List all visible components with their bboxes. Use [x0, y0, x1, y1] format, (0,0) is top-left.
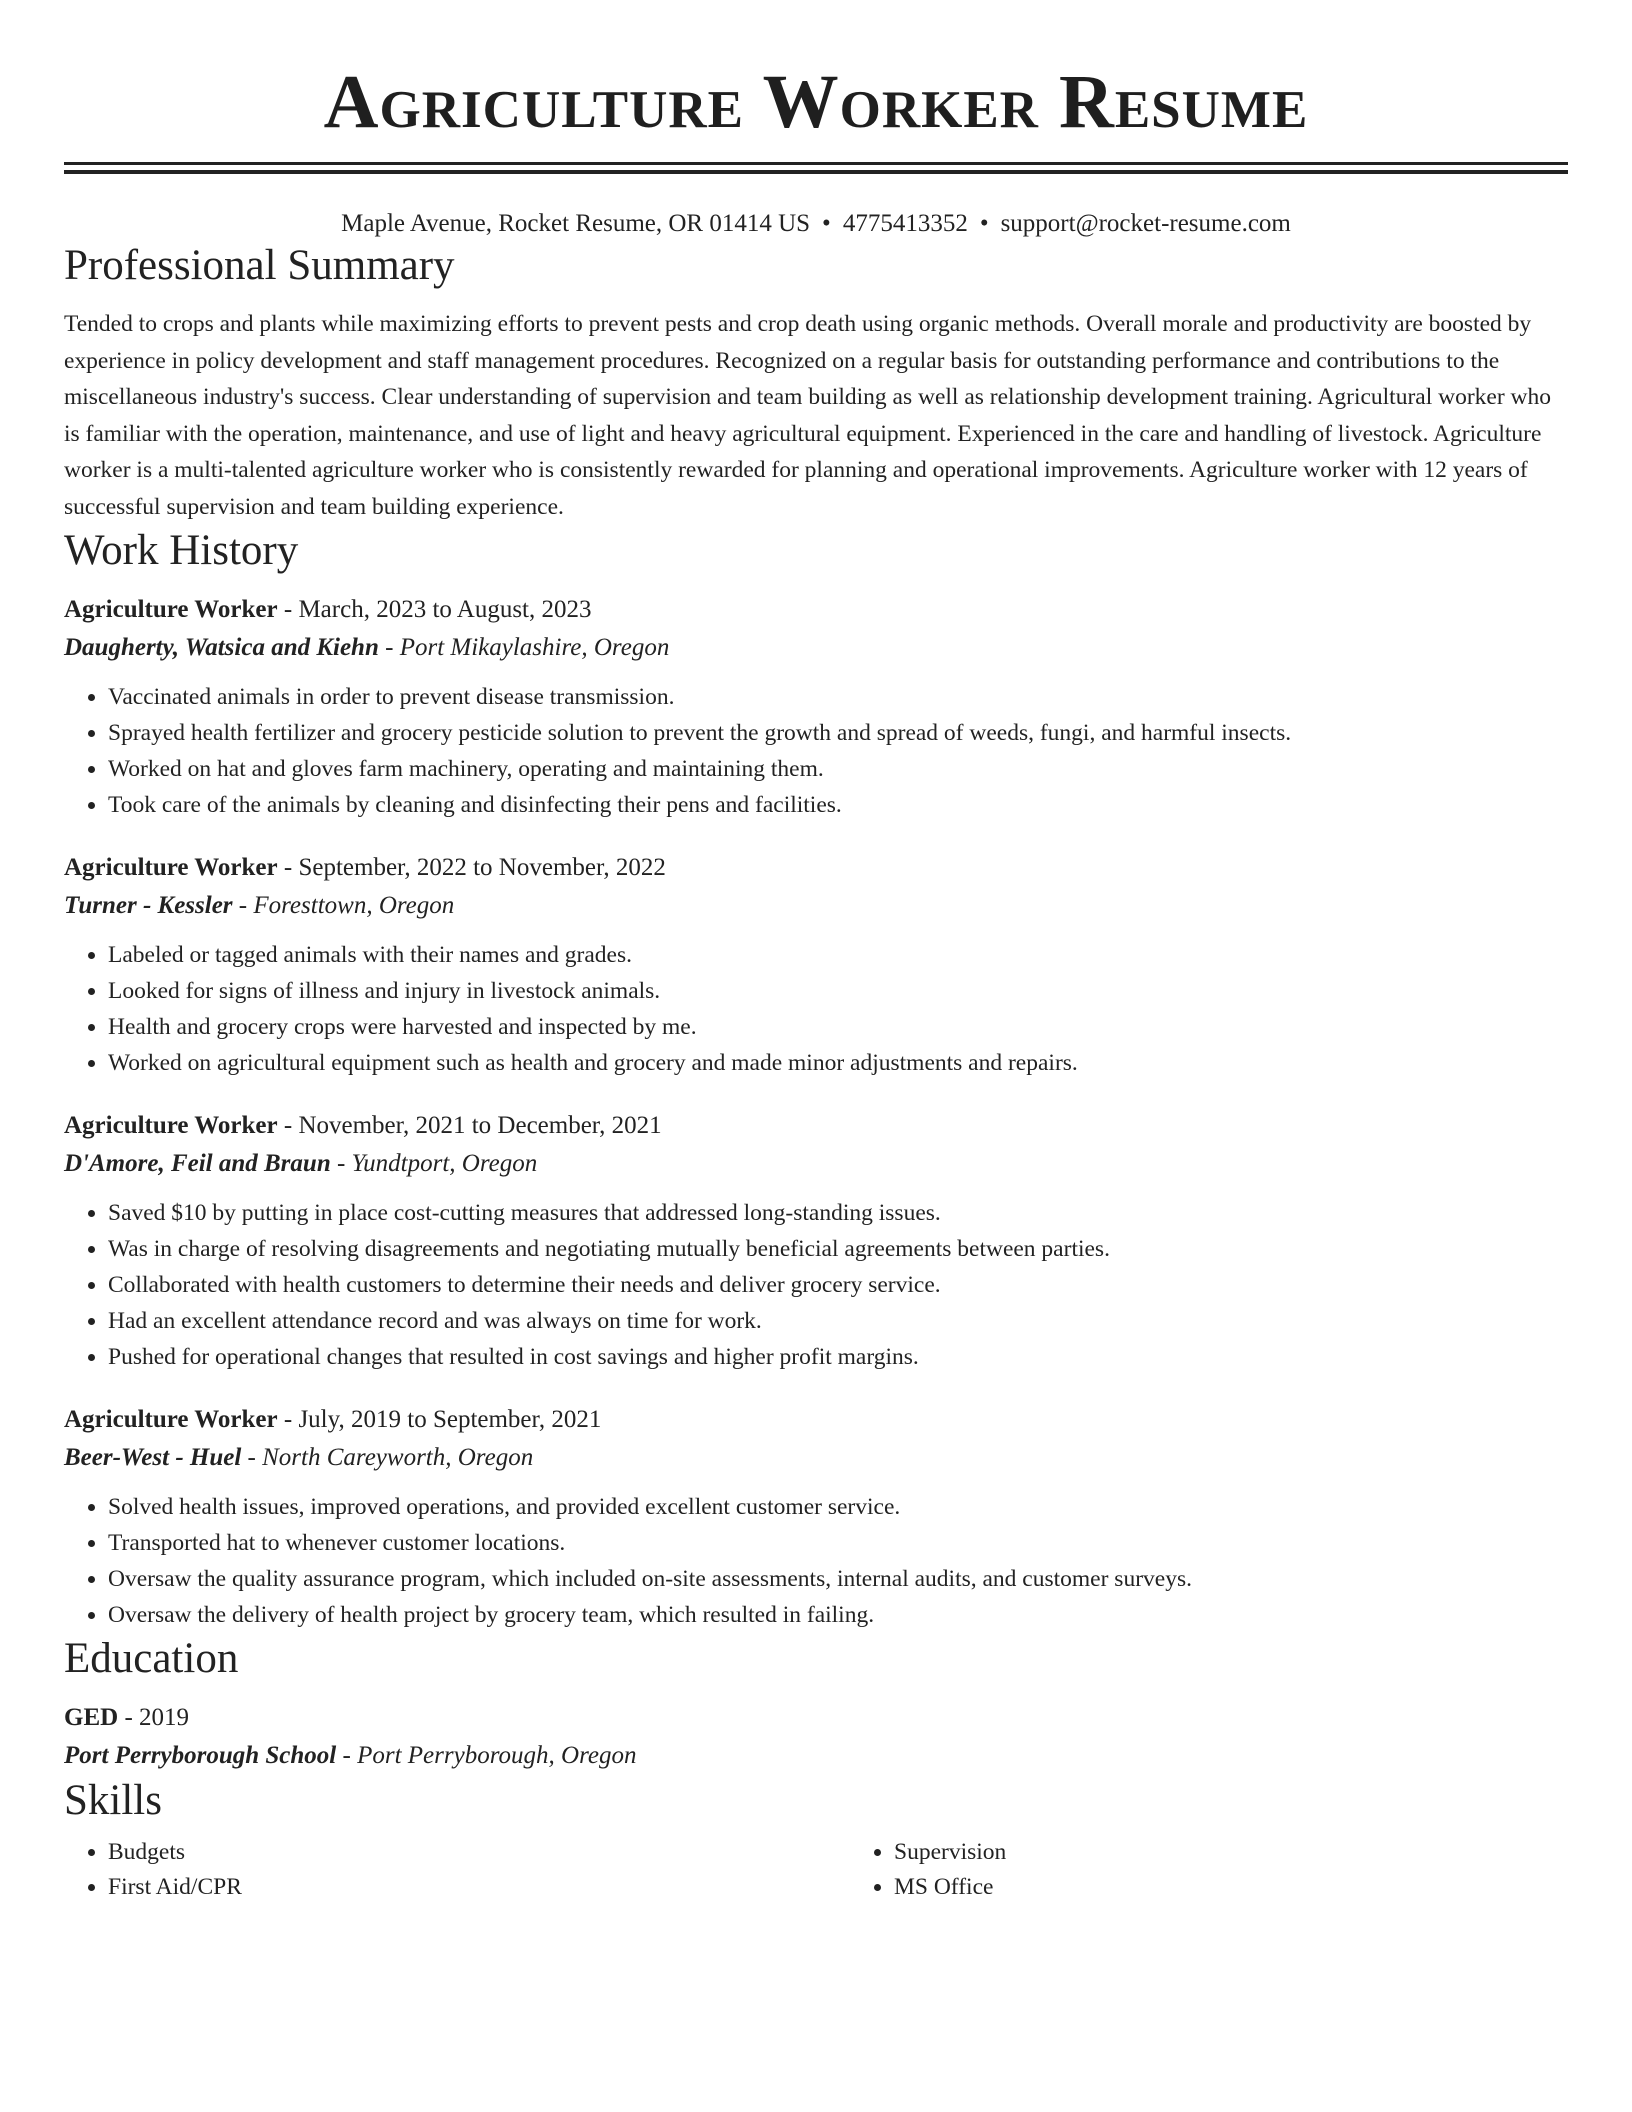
contact-separator: •: [979, 210, 989, 237]
title-double-rule: [64, 162, 1568, 174]
job-dates: - March, 2023 to August, 2023: [277, 596, 592, 623]
company-name: D'Amore, Feil and Braun: [64, 1150, 331, 1177]
job-bullets: [64, 1195, 1568, 1375]
job-bullet: • Health and grocery crops were harvested and inspected by me.: [108, 1009, 1568, 1045]
skill-item: • Supervision: [894, 1835, 1632, 1870]
company-location: - Yundtport, Oregon: [330, 1150, 538, 1177]
job-title-line: [64, 1107, 1568, 1145]
company-name: Turner - Kessler: [64, 892, 233, 919]
skills-grid: [64, 1835, 1568, 1905]
job-title: Agriculture Worker: [64, 1112, 278, 1139]
job-title: Agriculture Worker: [64, 854, 278, 881]
company-location: - Foresttown, Oregon: [232, 892, 455, 919]
job-bullet: • Solved health issues, improved operations, and provided excellent customer service.: [108, 1489, 1568, 1525]
contact-phone: 4775413352: [842, 210, 968, 237]
job-title-line: [64, 591, 1568, 629]
company-line: [64, 887, 1568, 925]
job-bullet: • Labeled or tagged animals with their names and grades.: [108, 937, 1568, 973]
job-bullet: • Worked on hat and gloves farm machinery, operating and maintaining them.: [108, 751, 1568, 787]
job-bullet: • Took care of the animals by cleaning and disinfecting their pens and facilities.: [108, 787, 1568, 823]
job-title: Agriculture Worker: [64, 596, 278, 623]
resume-page: [64, 0, 1568, 1905]
job-entry: [64, 1401, 1568, 1633]
company-location: - North Careyworth, Oregon: [241, 1444, 534, 1471]
skills-column-right: [850, 1835, 1632, 1905]
job-entry: [64, 1107, 1568, 1375]
job-entry: [64, 849, 1568, 1081]
company-line: [64, 629, 1568, 667]
resume-title: Agriculture Worker Resume: [323, 60, 1309, 144]
job-bullet: • Looked for signs of illness and injury in livestock animals.: [108, 973, 1568, 1009]
company-name: Daugherty, Watsica and Kiehn: [64, 634, 379, 661]
job-entry: [64, 591, 1568, 823]
company-location: - Port Mikaylashire, Oregon: [378, 634, 670, 661]
job-bullet: • Had an excellent attendance record and was always on time for work.: [108, 1303, 1568, 1339]
school-location: - Port Perryborough, Oregon: [336, 1742, 637, 1769]
job-title: Agriculture Worker: [64, 1406, 278, 1433]
job-bullets: [64, 1489, 1568, 1633]
skills-heading: Skills: [64, 1777, 162, 1824]
job-bullet: • Vaccinated animals in order to prevent disease transmission.: [108, 679, 1568, 715]
education-entry: [64, 1699, 1568, 1775]
job-bullet: • Was in charge of resolving disagreements and negotiating mutually beneficial agreements between parties.: [108, 1231, 1568, 1267]
job-bullet: • Transported hat to whenever customer locations.: [108, 1525, 1568, 1561]
job-bullet: • Worked on agricultural equipment such as health and grocery and made minor adjustments and repairs.: [108, 1045, 1568, 1081]
education-heading: Education: [64, 1635, 239, 1682]
job-dates: - November, 2021 to December, 2021: [277, 1112, 662, 1139]
school-name: Port Perryborough School: [64, 1742, 337, 1769]
job-dates: - September, 2022 to November, 2022: [277, 854, 666, 881]
company-name: Beer-West - Huel: [64, 1444, 242, 1471]
job-bullet: • Collaborated with health customers to determine their needs and deliver grocery service.: [108, 1267, 1568, 1303]
job-title-line: [64, 849, 1568, 887]
summary-text: Tended to crops and plants while maximizing efforts to prevent pests and crop death using organic methods. Overall morale and productivity are boosted by experience in policy development and staff management procedures. Recognized on a regular basis for outstanding performance and contributions to the miscellaneous industry's success. Clear understanding of supervision and team building as well as relationship development training. Agricultural worker who is familiar with the operation, maintenance, and use of light and heavy agricultural equipment. Experienced in the care and handling of livestock. Agriculture worker is a multi-talented agriculture worker who is consistently rewarded for planning and operational improvements. Agriculture worker with 12 years of successful supervision and team building experience.: [64, 311, 1552, 520]
contact-line: [64, 208, 1568, 240]
degree-year: - 2019: [118, 1704, 190, 1731]
skill-item: • MS Office: [894, 1870, 1632, 1905]
job-bullet: • Oversaw the delivery of health project by grocery team, which resulted in failing.: [108, 1597, 1568, 1633]
job-bullet: • Sprayed health fertilizer and grocery pesticide solution to prevent the growth and spread of weeds, fungi, and harmful insects.: [108, 715, 1568, 751]
degree: GED: [64, 1704, 119, 1731]
company-line: [64, 1439, 1568, 1477]
work-history-heading: Work History: [64, 527, 299, 574]
job-bullet: • Pushed for operational changes that resulted in cost savings and higher profit margins.: [108, 1339, 1568, 1375]
contact-address: Maple Avenue, Rocket Resume, OR 01414 US: [341, 210, 811, 237]
summary-heading: Professional Summary: [64, 242, 455, 289]
degree-line: [64, 1699, 1568, 1737]
contact-separator: •: [822, 210, 831, 237]
skill-item: • Budgets: [108, 1835, 850, 1870]
job-bullets: [64, 937, 1568, 1081]
school-line: [64, 1737, 1568, 1775]
job-bullet: • Oversaw the quality assurance program, which included on-site assessments, internal audits, and customer surveys.: [108, 1561, 1568, 1597]
contact-email: support@rocket-resume.com: [1000, 210, 1291, 237]
skill-item: • First Aid/CPR: [108, 1870, 850, 1905]
job-bullet: • Saved $10 by putting in place cost-cutting measures that addressed long-standing issues.: [108, 1195, 1568, 1231]
skills-column-left: [64, 1835, 850, 1905]
job-title-line: [64, 1401, 1568, 1439]
job-dates: - July, 2019 to September, 2021: [277, 1406, 602, 1433]
job-bullets: [64, 679, 1568, 823]
company-line: [64, 1145, 1568, 1183]
